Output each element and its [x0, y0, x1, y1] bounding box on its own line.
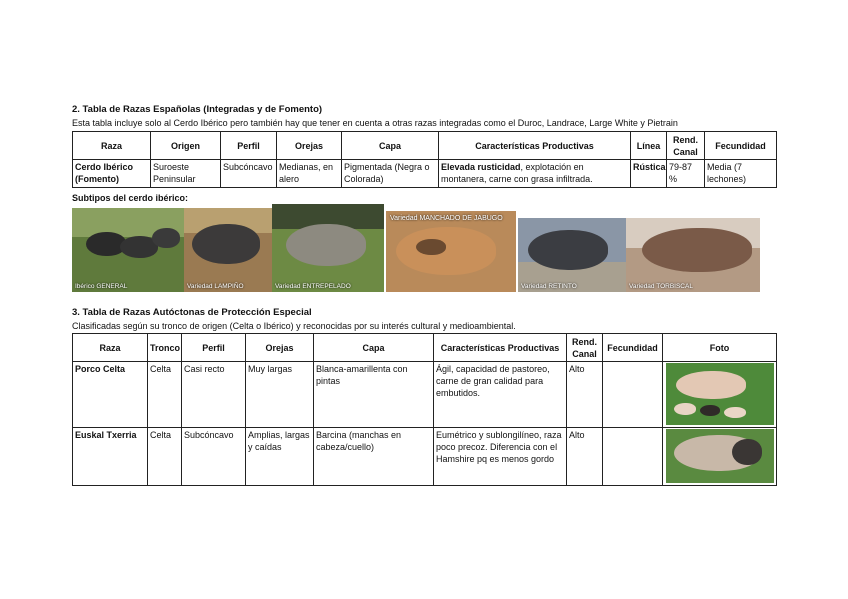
header-rend: Rend. Canal: [567, 334, 603, 362]
photo-variedad-torbiscal: [626, 218, 760, 292]
table-row: [73, 362, 777, 428]
cell-orejas: Amplias, largas y caídas: [246, 428, 314, 486]
carac-bold: Elevada rusticidad: [441, 162, 521, 172]
section3-title: 3. Tabla de Razas Autóctonas de Protección Especial: [72, 307, 312, 318]
header-perfil: Perfil: [221, 132, 277, 160]
cell-foto: [663, 428, 777, 486]
cell-capa: Barcina (manchas en cabeza/cuello): [314, 428, 434, 486]
cell-rend: Alto: [567, 428, 603, 486]
cell-foto: [663, 362, 777, 428]
cell-raza: Porco Celta: [73, 362, 148, 428]
section3-intro: Clasificadas según su tronco de origen (Celta o Ibérico) y reconocidas por su interés cultural y medioambiental.: [72, 321, 516, 331]
photo-variedad-entrepelado: [272, 204, 384, 292]
cell-capa: Blanca-amarillenta con pintas: [314, 362, 434, 428]
header-rend: Rend. Canal: [667, 132, 705, 160]
cell-orejas: Medianas, en alero: [277, 160, 342, 188]
carac-rest: , explotación en montanera, carne con grasa infiltrada.: [441, 162, 593, 184]
photo-variedad-manchado: [386, 211, 516, 292]
photo-variedad-lampino: [184, 208, 272, 292]
cell-caracteristicas: Eumétrico y sublongilíneo, raza poco precoz. Diferencia con el Hamshire pq es menos gordo: [434, 428, 567, 486]
table-header-row: [73, 132, 777, 160]
cell-fecundidad: [603, 428, 663, 486]
table-header-row: [73, 334, 777, 362]
header-orejas: Orejas: [246, 334, 314, 362]
header-foto: Foto: [663, 334, 777, 362]
subtypes-label: Subtipos del cerdo ibérico:: [72, 193, 189, 203]
photo-caption: Variedad RETINTO: [521, 283, 577, 290]
cell-tronco: Celta: [148, 428, 182, 486]
cell-rend: Alto: [567, 362, 603, 428]
cell-perfil: Subcóncavo: [182, 428, 246, 486]
photo-caption: Variedad MANCHADO DE JABUGO: [390, 215, 503, 222]
header-fecundidad: Fecundidad: [705, 132, 777, 160]
header-caracteristicas: Características Productivas: [439, 132, 631, 160]
header-capa: Capa: [314, 334, 434, 362]
cell-fecundidad: Media (7 lechones): [705, 160, 777, 188]
header-raza: Raza: [73, 334, 148, 362]
cell-perfil: Subcóncavo: [221, 160, 277, 188]
cell-fecundidad: [603, 362, 663, 428]
cell-perfil: Casi recto: [182, 362, 246, 428]
header-orejas: Orejas: [277, 132, 342, 160]
photo-caption: Variedad LAMPIÑO: [187, 283, 244, 290]
cell-origen: Suroeste Peninsular: [151, 160, 221, 188]
header-linea: Línea: [631, 132, 667, 160]
header-perfil: Perfil: [182, 334, 246, 362]
photo-iberico-general: [72, 208, 184, 292]
header-tronco: Tronco: [148, 334, 182, 362]
header-fecundidad: Fecundidad: [603, 334, 663, 362]
cell-tronco: Celta: [148, 362, 182, 428]
table-row: [73, 160, 777, 188]
cell-raza: Euskal Txerria: [73, 428, 148, 486]
section2-intro: Esta tabla incluye solo al Cerdo Ibérico pero también hay que tener en cuenta a otras razas integradas como el Duroc, Landrace, Large White y Pietrain: [72, 118, 678, 128]
cell-orejas: Muy largas: [246, 362, 314, 428]
photo-caption: Ibérico GENERAL: [75, 283, 128, 290]
table-row: [73, 428, 777, 486]
cell-linea: Rústica: [631, 160, 667, 188]
photo-euskal-txerria: [666, 429, 774, 483]
cell-capa: Pigmentada (Negra o Colorada): [342, 160, 439, 188]
cell-caracteristicas: [439, 160, 631, 188]
header-caracteristicas: Características Productivas: [434, 334, 567, 362]
header-origen: Origen: [151, 132, 221, 160]
cell-raza: Cerdo Ibérico (Fomento): [73, 160, 151, 188]
section2-title: 2. Tabla de Razas Españolas (Integradas y de Fomento): [72, 104, 323, 115]
protected-breeds-table: [72, 333, 777, 486]
cell-rend: 79-87 %: [667, 160, 705, 188]
header-raza: Raza: [73, 132, 151, 160]
cell-caracteristicas: Ágil, capacidad de pastoreo, carne de gran calidad para embutidos.: [434, 362, 567, 428]
photo-caption: Variedad TORBISCAL: [629, 283, 693, 290]
header-capa: Capa: [342, 132, 439, 160]
photo-variedad-retinto: [518, 218, 626, 292]
spanish-breeds-table: [72, 131, 777, 188]
photo-caption: Variedad ENTREPELADO: [275, 283, 351, 290]
photo-porco-celta: [666, 363, 774, 425]
